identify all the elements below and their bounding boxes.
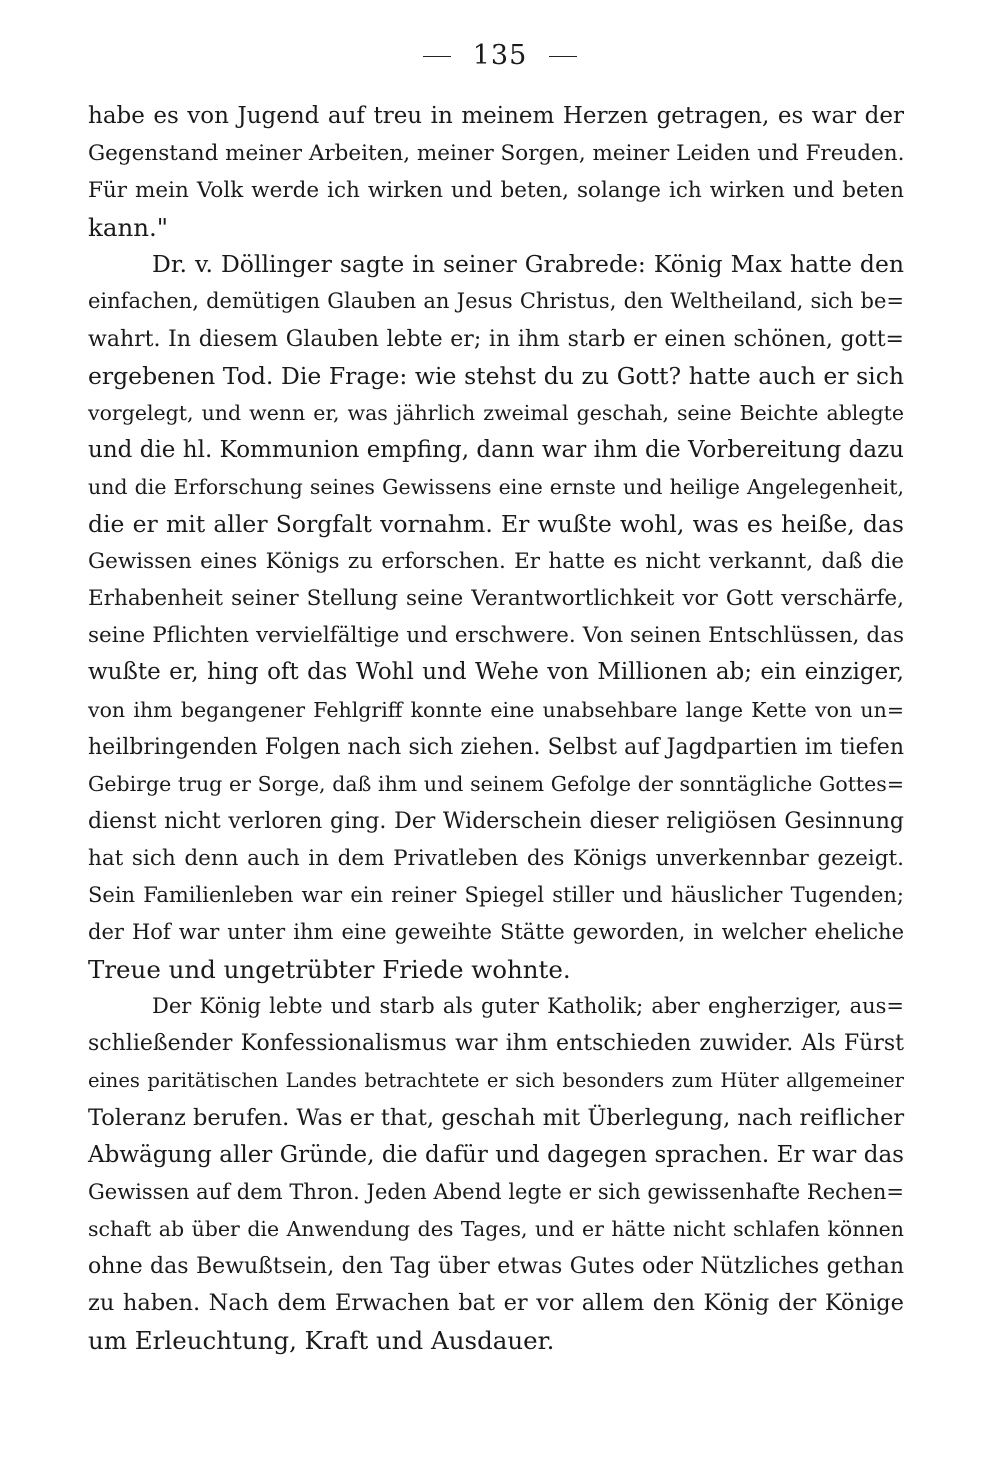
text-line: Gewissen auf dem Thron. Jeden Abend legte er sich gewissenhafte Rechen= bbox=[88, 1179, 904, 1204]
text-line: einfachen, demütigen Glauben an Jesus Christus, den Weltheiland, sich be= bbox=[88, 289, 904, 314]
text-line: von ihm begangener Fehlgriff konnte eine unabsehbare lange Kette von un= bbox=[88, 697, 904, 722]
text-line: schließender Konfessionalismus war ihm entschieden zuwider. Als Fürst bbox=[88, 1031, 904, 1057]
text-line: Gegenstand meiner Arbeiten, meiner Sorgen, meiner Leiden und Freuden. bbox=[88, 141, 905, 167]
body-text bbox=[88, 98, 904, 1359]
text-line: Abwägung aller Gründe, die dafür und dagegen sprachen. Er war das bbox=[88, 1141, 904, 1168]
text-line: um Erleuchtung, Kraft und Ausdauer. bbox=[88, 1326, 555, 1356]
text-line: ergebenen Tod. Die Frage: wie stehst du zu Gott? hatte auch er sich bbox=[88, 361, 904, 390]
text-line: wahrt. In diesem Glauben lebte er; in ihm starb er einen schönen, gott= bbox=[88, 326, 904, 352]
text-line: Treue und ungetrübter Friede wohnte. bbox=[88, 955, 571, 985]
text-line: und die Erforschung seines Gewissens eine ernste und heilige Angelegenheit, bbox=[88, 474, 904, 499]
paragraph bbox=[88, 98, 904, 246]
text-line: schaft ab über die Anwendung des Tages, und er hätte nicht schlafen können bbox=[88, 1216, 904, 1241]
text-line: Sein Familienleben war ein reiner Spiegel stiller und häuslicher Tugenden; bbox=[88, 882, 904, 907]
text-line: Dr. v. Döllinger sagte in seiner Grabrede: König Max hatte den bbox=[152, 250, 904, 279]
text-line: ohne das Bewußtsein, den Tag über etwas Gutes oder Nützliches gethan bbox=[88, 1253, 904, 1279]
text-line: und die hl. Kommunion empfing, dann war ihm die Vorbereitung dazu bbox=[88, 436, 904, 463]
text-line: seine Pflichten vervielfältige und erschwere. Von seinen Entschlüssen, das bbox=[88, 623, 904, 649]
left-dash bbox=[423, 56, 451, 57]
text-line: hat sich denn auch in dem Privatleben des Königs unverkennbar gezeigt. bbox=[88, 845, 904, 871]
paragraph bbox=[88, 988, 904, 1359]
text-line: Für mein Volk werde ich wirken und beten, solange ich wirken und beten bbox=[88, 178, 904, 204]
text-line: Gebirge trug er Sorge, daß ihm und seinem Gefolge der sonntägliche Gottes= bbox=[88, 771, 904, 796]
text-line: die er mit aller Sorgfalt vornahm. Er wußte wohl, was es heiße, das bbox=[88, 510, 904, 539]
right-dash bbox=[549, 56, 577, 57]
text-line: heilbringenden Folgen nach sich ziehen. Selbst auf Jagdpartien im tiefen bbox=[88, 734, 904, 760]
text-line: dienst nicht verloren ging. Der Widerschein dieser religiösen Gesinnung bbox=[88, 808, 904, 834]
text-line: Erhabenheit seiner Stellung seine Verantwortlichkeit vor Gott verschärfe, bbox=[88, 586, 904, 612]
text-line: Der König lebte und starb als guter Katholik; aber engherziger, aus= bbox=[152, 994, 904, 1019]
text-line: der Hof war unter ihm eine geweihte Stätte geworden, in welcher eheliche bbox=[88, 920, 904, 945]
page-number-header bbox=[0, 40, 1000, 71]
text-line: vorgelegt, und wenn er, was jährlich zweimal geschah, seine Beichte ablegte bbox=[88, 400, 904, 425]
text-line: Gewissen eines Königs zu erforschen. Er hatte es nicht verkannt, daß die bbox=[88, 549, 904, 575]
text-line: zu haben. Nach dem Erwachen bat er vor allem den König der Könige bbox=[88, 1290, 904, 1316]
text-line: eines paritätischen Landes betrachtete er sich besonders zum Hüter allgemeiner bbox=[88, 1069, 904, 1093]
text-line: habe es von Jugend auf treu in meinem Herzen getragen, es war der bbox=[88, 103, 904, 129]
text-line: Toleranz berufen. Was er that, geschah mit Überlegung, nach reiflicher bbox=[88, 1104, 905, 1131]
text-line: kann." bbox=[88, 213, 169, 243]
text-line: wußte er, hing oft das Wohl und Wehe von Millionen ab; ein einziger, bbox=[88, 659, 904, 686]
paragraph bbox=[88, 246, 904, 988]
page-number: 135 bbox=[472, 40, 528, 71]
